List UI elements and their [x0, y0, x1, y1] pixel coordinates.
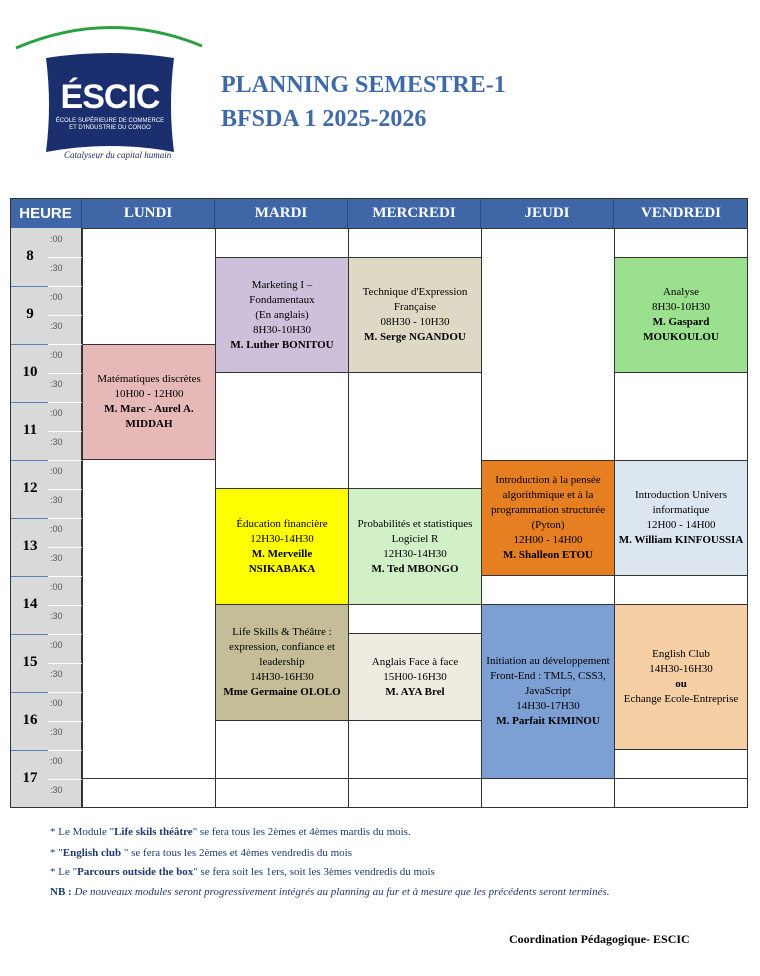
page-title: PLANNING SEMESTRE-1: [221, 72, 506, 98]
note-text: * Le Module ": [50, 826, 115, 838]
course-title: Life Skills & Théâtre : expression, confiance et leadership: [229, 626, 335, 668]
course-teacher: M. William KINFOUSSIA: [618, 534, 744, 546]
table-bottom-line: [82, 778, 748, 779]
half-hour-divider: [48, 547, 82, 548]
course-teacher: M. Luther BONITOU: [230, 338, 334, 351]
course-teacher: M. Shalleon ETOU: [503, 549, 593, 561]
empty-cell: [614, 575, 748, 605]
empty-cell: [215, 720, 349, 808]
minute-label: :00: [50, 582, 63, 592]
minute-label: :00: [50, 350, 63, 360]
course-teacher: M. Parfait KIMINOU: [496, 715, 600, 727]
course-hours: 12H00 - 14H00: [513, 534, 583, 546]
minute-label: :30: [50, 669, 63, 679]
minute-label: :30: [50, 321, 63, 331]
hour-divider: [10, 460, 48, 461]
course-teacher: M. Marc - Aurel A. MIDDAH: [104, 403, 194, 430]
hour-label: 16: [22, 712, 38, 728]
minute-label: :00: [50, 408, 63, 418]
half-hour-divider: [48, 605, 82, 606]
logo: [42, 52, 178, 158]
note-nb: [50, 886, 609, 898]
course-block-mercredi-anglais: [348, 633, 482, 721]
footer-signature: Coordination Pédagogique- ESCIC: [509, 932, 690, 946]
hour-label: 10: [22, 364, 38, 380]
half-hour-divider: [48, 373, 82, 374]
course-teacher: M. Gaspard MOUKOULOU: [643, 316, 719, 343]
hour-divider: [10, 402, 48, 403]
course-note: (En anglais): [255, 308, 309, 321]
course-hours: 14H30-16H30: [250, 671, 314, 683]
course-block-vendredi-englishclub: [614, 604, 748, 750]
hour-divider: [10, 634, 48, 635]
note-highlight: Parcours outside the box: [77, 866, 194, 878]
empty-cell: [348, 228, 482, 258]
course-block-mardi-lifeskills: [215, 604, 349, 721]
course-hours: 12H30-14H30: [250, 532, 314, 545]
hour-divider: [10, 286, 48, 287]
empty-cell: [215, 372, 349, 489]
course-block-lundi-maths: [82, 344, 216, 460]
minute-label: :30: [50, 495, 63, 505]
note-text: * ": [50, 847, 63, 859]
time-column: [10, 228, 82, 808]
logo-name: ÉSCIC: [60, 78, 160, 116]
note-parcours: [50, 866, 435, 878]
note-highlight: Life skils théâtre: [114, 826, 193, 838]
hour-label: 15: [22, 654, 38, 670]
hour-divider: [48, 576, 82, 577]
header-vendredi: VENDREDI: [614, 198, 748, 228]
empty-cell: [348, 604, 482, 634]
hour-divider: [48, 344, 82, 345]
half-hour-divider: [48, 663, 82, 664]
hour-divider: [48, 402, 82, 403]
course-block-jeudi-frontend: [481, 604, 615, 779]
note-text: " se fera soit les 1ers, soit les 3èmes vendredis du mois: [193, 866, 435, 878]
minute-label: :30: [50, 727, 63, 737]
minute-label: :30: [50, 553, 63, 563]
half-hour-divider: [48, 489, 82, 490]
logo-subtitle-line2: ET D'INDUSTRIE DU CONGO: [69, 125, 151, 131]
empty-cell: [481, 228, 615, 461]
header-mercredi: MERCREDI: [348, 198, 481, 228]
minute-label: :30: [50, 263, 63, 273]
course-title: Introduction Univers informatique: [635, 489, 727, 516]
course-title: Introduction à la pensée algorithmique et à la programmation structurée (Pyton): [491, 474, 605, 531]
minute-label: :30: [50, 611, 63, 621]
note-text: * Le ": [50, 866, 78, 878]
hour-divider: [10, 344, 48, 345]
course-teacher: Mme Germaine OLOLO: [223, 686, 341, 698]
course-hours: 8H30-10H30: [252, 323, 312, 336]
note-text: " se fera tous les 2èmes et 4èmes vendredis du mois: [121, 847, 352, 859]
course-hours: 14H30-17H30: [516, 700, 580, 712]
half-hour-divider: [48, 431, 82, 432]
hour-label: 13: [22, 538, 38, 554]
empty-cell: [614, 372, 748, 461]
note-highlight: English club: [62, 847, 122, 859]
course-teacher: M. Merveille NSIKABAKA: [248, 547, 316, 575]
course-block-vendredi-analyse: [614, 257, 748, 373]
minute-label: :00: [50, 756, 63, 766]
header-mardi: MARDI: [215, 198, 348, 228]
course-hours: 15H00-16H30: [383, 670, 447, 683]
logo-subtitle-line1: ÉCOLE SUPÉRIEURE DE COMMERCE: [55, 118, 165, 124]
course-title: Marketing I – Fondamentaux: [249, 278, 315, 306]
page-subtitle: BFSDA 1 2025-2026: [221, 106, 427, 132]
minute-label: :30: [50, 437, 63, 447]
hour-label: 14: [22, 596, 38, 612]
minute-label: :30: [50, 785, 63, 795]
logo-subtitle: [42, 118, 178, 132]
empty-cell: [481, 575, 615, 605]
course-hours: 10H00 - 12H00: [114, 388, 184, 400]
hour-divider: [10, 576, 48, 577]
minute-label: :30: [50, 379, 63, 389]
hour-divider: [48, 460, 82, 461]
empty-cell: [348, 720, 482, 808]
nb-text: De nouveaux modules seront progressivement intégrés au planning au fur et à mesure que les précédents seront terminés.: [71, 886, 610, 898]
hour-label: 11: [22, 422, 38, 438]
hour-divider: [48, 634, 82, 635]
course-title: Analyse: [662, 286, 700, 298]
empty-cell: [82, 228, 216, 345]
course-title: Technique d'Expression Française: [362, 286, 468, 313]
empty-cell: [215, 228, 349, 258]
hour-divider: [48, 692, 82, 693]
header-jeudi: JEUDI: [481, 198, 614, 228]
hour-divider: [48, 518, 82, 519]
nb-label: NB :: [50, 886, 72, 898]
course-title: Anglais Face à face: [371, 655, 459, 668]
course-block-mercredi-expression: [348, 257, 482, 373]
timetable: [10, 198, 748, 808]
hour-divider: [10, 750, 48, 751]
course-block-mardi-marketing: [215, 257, 349, 373]
hour-label: 12: [22, 480, 38, 496]
half-hour-divider: [48, 721, 82, 722]
hour-divider: [10, 692, 48, 693]
course-title: Matématiques discrètes: [97, 373, 201, 385]
empty-cell: [481, 778, 615, 808]
hour-label: 8: [26, 248, 34, 264]
course-hours: 08H30 - 10H30: [380, 316, 450, 328]
note-text: " se fera tous les 2èmes et 4èmes mardis du mois.: [192, 826, 411, 838]
minute-label: :00: [50, 640, 63, 650]
minute-label: :00: [50, 234, 63, 244]
course-teacher: M. Ted MBONGO: [371, 562, 459, 575]
course-or: ou: [675, 678, 687, 690]
minute-label: :00: [50, 698, 63, 708]
course-title: Initiation au développement Front-End : TML5, CSS3, JavaScript: [486, 655, 610, 697]
empty-cell: [614, 228, 748, 258]
course-title: Probabilités et statistiques Logiciel R: [357, 517, 473, 545]
empty-cell: [82, 459, 216, 808]
course-hours: 14H30-16H30: [649, 663, 713, 675]
hour-divider: [10, 518, 48, 519]
half-hour-divider: [48, 315, 82, 316]
course-block-mercredi-probabilites: [348, 488, 482, 605]
course-title: English Club: [652, 648, 710, 660]
course-hours: 12H30-14H30: [383, 547, 447, 560]
half-hour-divider: [48, 779, 82, 780]
empty-cell: [348, 372, 482, 489]
minute-label: :00: [50, 466, 63, 476]
course-title: Éducation financière: [236, 517, 328, 530]
minute-label: :00: [50, 292, 63, 302]
course-alternative: Echange Ecole-Entreprise: [623, 693, 739, 705]
course-block-mardi-finance: [215, 488, 349, 605]
hour-label: 17: [22, 770, 38, 786]
header-lundi: LUNDI: [82, 198, 215, 228]
course-hours: 8H30-10H30: [651, 301, 711, 313]
course-teacher: M. Serge NGANDOU: [364, 331, 466, 343]
half-hour-divider: [48, 257, 82, 258]
note-life-skills: [50, 826, 411, 838]
hour-divider: [48, 286, 82, 287]
course-block-vendredi-informatique: [614, 460, 748, 576]
minute-label: :00: [50, 524, 63, 534]
course-hours: 12H00 - 14H00: [646, 519, 716, 531]
course-block-jeudi-algorithmique: [481, 460, 615, 576]
hour-label: 9: [26, 306, 34, 322]
course-teacher: M. AYA Brel: [385, 685, 445, 698]
note-english-club: [50, 847, 352, 859]
logo-tagline: Catalyseur du capital humain: [64, 150, 172, 160]
hour-divider: [48, 750, 82, 751]
header-heure: HEURE: [10, 198, 82, 228]
